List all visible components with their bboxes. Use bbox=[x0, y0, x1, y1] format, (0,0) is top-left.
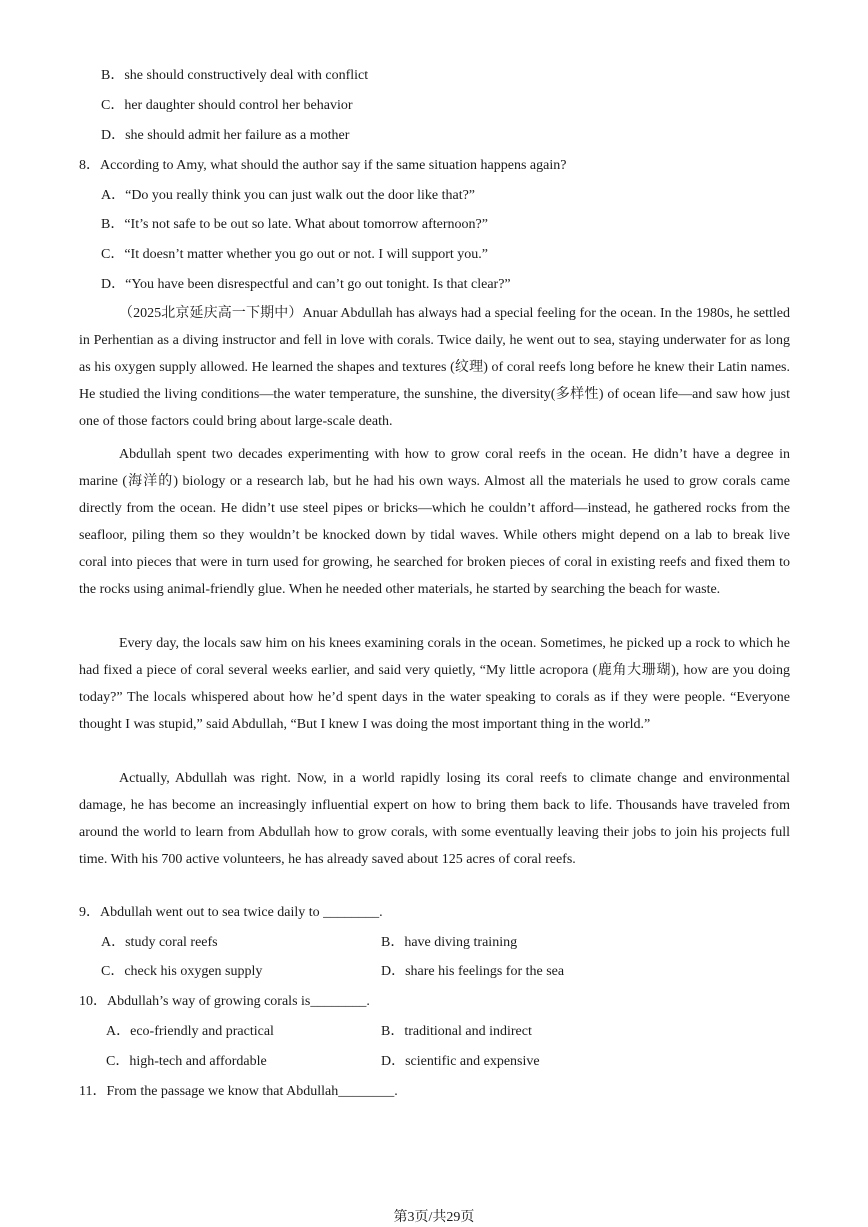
q10-option-b: B．traditional and indirect bbox=[381, 1024, 532, 1039]
passage-paragraph-4: Actually, Abdullah was right. Now, in a world rapidly losing its coral reefs to climate change and environmental damage, he has become an increasingly influential expert on how to bring them back to life. Thousands have traveled from around the world to learn from Abdullah how to grow corals, with some eventually leaving their jobs to join his projects full time. With his 700 active volunteers, he has already saved about 125 acres of coral reefs. bbox=[79, 771, 790, 867]
passage-paragraph-1: （2025北京延庆高一下期中）Anuar Abdullah has always had a special feeling for the ocean. In the 1980s, he settled in Perhentian as a diving instructor and fell in love with corals. Twice daily, he went out to sea, staying underwater for as long as his oxygen supply allowed. He learned the shapes and textures (纹理) of coral reefs long before he knew their Latin names. He studied the living conditions—the water temperature, the sunshine, the diversity(多样性) of ocean life—and saw how just one of those factors could bring about large-scale death. bbox=[79, 306, 790, 429]
q7-option-d: D．she should admit her failure as a mother bbox=[101, 128, 350, 143]
q10-option-c: C．high-tech and affordable bbox=[106, 1054, 267, 1069]
q10-option-a: A．eco-friendly and practical bbox=[106, 1024, 274, 1039]
q8-stem: 8．According to Amy, what should the author say if the same situation happens again? bbox=[79, 158, 567, 173]
q9-stem: 9．Abdullah went out to sea twice daily to ________. bbox=[79, 905, 383, 920]
q9-option-a: A．study coral reefs bbox=[101, 935, 218, 950]
q8-option-d: D．“You have been disrespectful and can’t go out tonight. Is that clear?” bbox=[101, 277, 511, 292]
q8-option-b: B．“It’s not safe to be out so late. What about tomorrow afternoon?” bbox=[101, 217, 488, 232]
page-number-footer: 第3页/共29页 bbox=[393, 1210, 475, 1225]
q10-stem: 10．Abdullah’s way of growing corals is________. bbox=[79, 994, 370, 1009]
q9-option-b: B．have diving training bbox=[381, 935, 518, 950]
q9-option-d: D．share his feelings for the sea bbox=[381, 964, 565, 979]
passage-paragraph-2: Abdullah spent two decades experimenting with how to grow coral reefs in the ocean. He didn’t have a degree in marine (海洋的) biology or a research lab, but he had his own ways. Almost all the materials he used to grow corals came directly from the ocean. He didn’t use steel pipes or bricks—which he couldn’t afford—instead, he gathered rocks from the seafloor, piling them so they wouldn’t be knocked down by tidal waves. While others might depend on a lab to break live coral into pieces that were in turn used for growing, he searched for broken pieces of coral in existing reefs and fixed them to the rocks using animal-friendly glue. When he needed other materials, he started by searching the beach for waste. bbox=[79, 447, 790, 597]
q8-option-a: A．“Do you really think you can just walk out the door like that?” bbox=[101, 188, 476, 203]
q11-stem: 11．From the passage we know that Abdullah________. bbox=[79, 1084, 398, 1099]
q10-option-d: D．scientific and expensive bbox=[381, 1054, 540, 1069]
q9-option-c: C．check his oxygen supply bbox=[101, 964, 263, 979]
q7-option-b: B．she should constructively deal with conflict bbox=[101, 68, 369, 83]
passage-paragraph-3: Every day, the locals saw him on his knees examining corals in the ocean. Sometimes, he picked up a rock to which he had fixed a piece of coral several weeks earlier, and said very quietly, “My little acropora (鹿角大珊瑚), how are you doing today?” The locals whispered about how he’d spent days in the water speaking to corals as if they were people. “Everyone thought I was stupid,” said Abdullah, “But I knew I was doing the most important thing in the world.” bbox=[79, 636, 790, 732]
q7-option-c: C．her daughter should control her behavior bbox=[101, 98, 353, 113]
q8-option-c: C．“It doesn’t matter whether you go out or not. I will support you.” bbox=[101, 247, 489, 262]
